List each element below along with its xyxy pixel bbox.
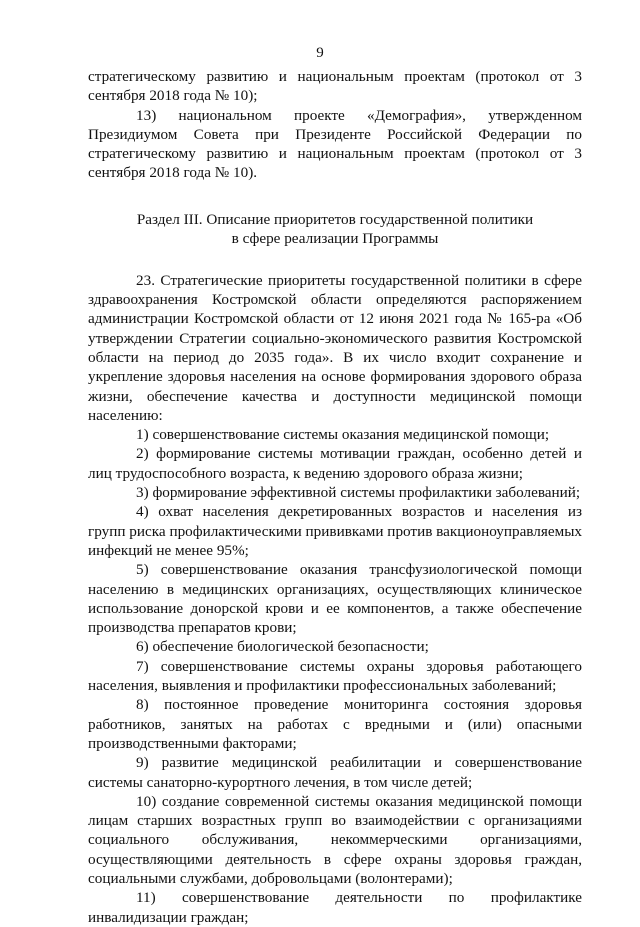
spacer <box>88 249 582 271</box>
priority-item-7: 7) совершенствование системы охраны здоровья работающего населения, выявления и профилактики профессиональных заболеваний; <box>88 657 582 695</box>
list-item-13: 13) национальном проекте «Демография», утвержденном Президиумом Совета при Президенте Российской Федерации по стратегическому развитию и национальным проектам (протокол от 3 сентября 2018 года № 10). <box>88 106 582 182</box>
priority-item-11: 11) совершенствование деятельности по профилактике инвалидизации граждан; <box>88 889 582 926</box>
priority-item-6: 6) обеспечение биологической безопасности; <box>136 638 429 656</box>
section-heading <box>88 210 582 249</box>
priority-item-3: 3) формирование эффективной системы профилактики заболеваний; <box>136 484 581 502</box>
priority-item-10: 10) создание современной системы оказания медицинской помощи лицам старших возрастных групп во взаимодействии с организациями социального обслуживания, некоммерческими организациями, осуществляющими деятельность в сфере охраны здоровья граждан, социальными службами, добровольцами (волонтерами); <box>88 792 582 887</box>
page-number: 9 <box>316 45 324 61</box>
continued-paragraph: стратегическому развитию и национальным проектам (протокол от 3 сентября 2018 года № 10); <box>88 68 582 105</box>
spacer <box>88 183 582 210</box>
priority-item-2: 2) формирование системы мотивации граждан, особенно детей и лиц трудоспособного возраста, к ведению здорового образа жизни; <box>88 445 582 482</box>
section-heading-line-1: Раздел III. Описание приоритетов государственной политики <box>136 210 534 228</box>
priority-item-4: 4) охват населения декретированных возрастов и населения из групп риска профилактическими прививками против вакционоуправляемых инфекций не менее 95%; <box>88 503 582 559</box>
priority-item-5: 5) совершенствование оказания трансфузиологической помощи населению в медицинских организациях, осуществляющих клиническое использование донорской крови и ее компонентов, а также обеспечение производства препаратов крови; <box>88 561 582 637</box>
section-heading-line-2: в сфере реализации Программы <box>231 230 439 248</box>
document-body <box>88 67 582 927</box>
paragraph-23: 23. Стратегические приоритеты государственной политики в сфере здравоохранения Костромской области определяются распоряжением администрации Костромской области от 12 июня 2021 года № 165-ра «Об утверждении Стратегии социально-экономического развития Костромской области на период до 2035 года». В их число входит сохранение и укрепление здоровья населения на основе формирования здорового образа жизни, обеспечение качества и доступности медицинской помощи населению: <box>88 271 582 424</box>
priority-item-9: 9) развитие медицинской реабилитации и совершенствование системы санаторно-курортного лечения, в том числе детей; <box>88 754 582 791</box>
priority-item-1: 1) совершенствование системы оказания медицинской помощи; <box>136 426 550 444</box>
priority-item-8: 8) постоянное проведение мониторинга состояния здоровья работников, занятых на работах с вредными и (или) опасными производственными факторами; <box>88 696 582 752</box>
